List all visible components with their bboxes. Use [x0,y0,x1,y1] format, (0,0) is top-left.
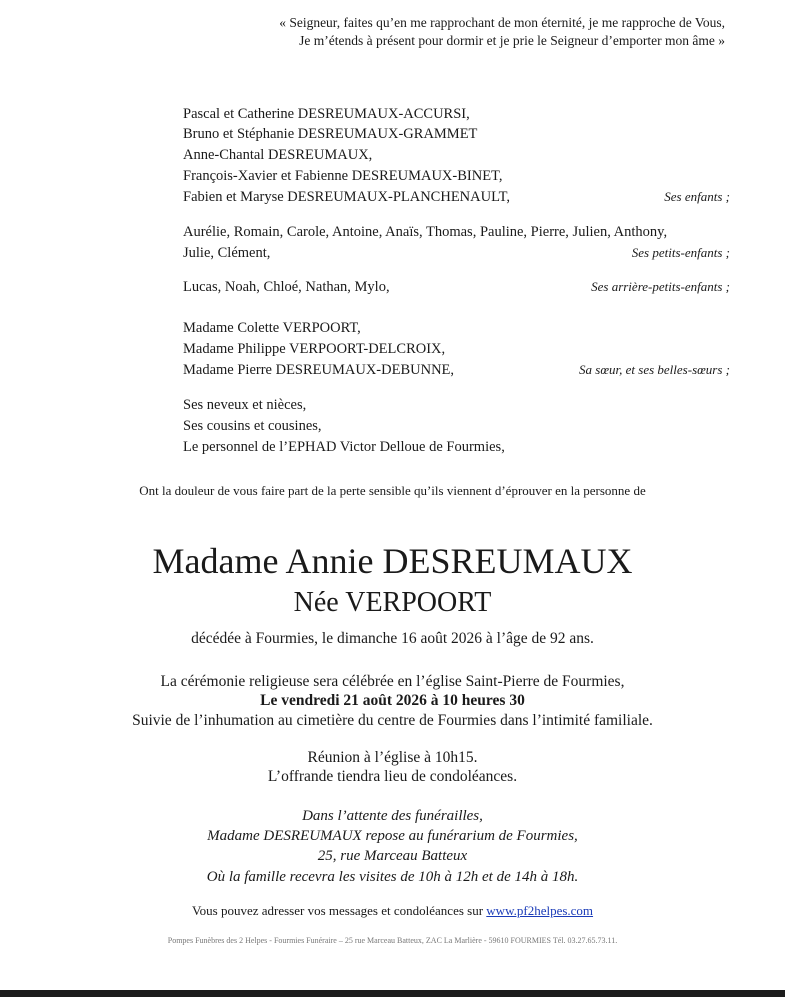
bottom-bar [0,990,785,997]
grandchildren-line-2: Julie, Clément, [183,245,271,261]
great-grandchildren-line: Lucas, Noah, Chloé, Nathan, Mylo, [183,279,390,295]
messages-text: Vous pouvez adresser vos messages et condoléances sur [191,903,487,918]
child-line: Anne-Chantal DESREUMAUX, [183,147,373,163]
great-grandchildren-role: Ses arrière-petits-enfants ; [591,279,730,294]
funerarium-line: Où la famille recevra les visites de 10h à 12h et de 14h à 18h. [206,869,579,885]
deceased-name: Madame Annie DESREUMAUX [152,541,633,581]
website-link[interactable]: www.pf2helpes.com [486,903,594,918]
meeting-line-2: L’offrande tiendra lieu de condoléances. [267,768,518,785]
deceased-maiden-name: Née VERPOORT [293,587,492,618]
funerarium-line: Dans l’attente des funérailles, [302,808,483,824]
meeting-line-1: Réunion à l’église à 10h15. [307,749,478,766]
footer-text: Pompes Funèbres des 2 Helpes - Fourmies Funéraire – 25 rue Marceau Batteux, ZAC La Marlière - 59610 FOURMIES Tél. 03.27.65.73.11. [167,936,618,945]
ceremony-line-1: La cérémonie religieuse sera célébrée en l’église Saint-Pierre de Fourmies, [160,673,625,690]
ceremony-date: Le vendredi 21 août 2026 à 10 heures 30 [260,692,525,709]
intro-text: Ont la douleur de vous faire part de la perte sensible qu’ils viennent d’éprouver en la personne de [139,483,646,498]
child-line: Bruno et Stéphanie DESREUMAUX-GRAMMET [183,126,478,142]
others-line: Ses neveux et nièces, [183,397,307,413]
epigraph-line-2: Je m’étends à présent pour dormir et je prie le Seigneur d’emporter mon âme » [299,33,725,48]
grandchildren-role: Ses petits-enfants ; [631,245,730,260]
children-role: Ses enfants ; [664,189,730,204]
funerarium-line: 25, rue Marceau Batteux [317,848,468,864]
death-notice: décédée à Fourmies, le dimanche 16 août 2026 à l’âge de 92 ans. [191,630,594,647]
ceremony-line-3: Suivie de l’inhumation au cimetière du centre de Fourmies dans l’intimité familiale. [132,712,653,729]
sister-line: Madame Pierre DESREUMAUX-DEBUNNE, [183,362,455,378]
others-line: Ses cousins et cousines, [183,418,322,434]
messages-line [0,903,785,919]
child-line: Pascal et Catherine DESREUMAUX-ACCURSI, [183,106,470,122]
child-line: Fabien et Maryse DESREUMAUX-PLANCHENAULT, [183,189,511,205]
epigraph-line-1: « Seigneur, faites qu’en me rapprochant de mon éternité, je me rapproche de Vous, [279,15,725,30]
child-line: François-Xavier et Fabienne DESREUMAUX-BINET, [183,168,503,184]
funerarium-line: Madame DESREUMAUX repose au funérarium de Fourmies, [207,828,578,844]
sister-line: Madame Colette VERPOORT, [183,320,361,336]
grandchildren-line-1: Aurélie, Romain, Carole, Antoine, Anaïs, Thomas, Pauline, Pierre, Julien, Anthony, [183,224,668,240]
others-line: Le personnel de l’EPHAD Victor Delloue de Fourmies, [183,439,505,455]
sister-line: Madame Philippe VERPOORT-DELCROIX, [183,341,446,357]
sisters-role: Sa sœur, et ses belles-sœurs ; [579,362,730,377]
